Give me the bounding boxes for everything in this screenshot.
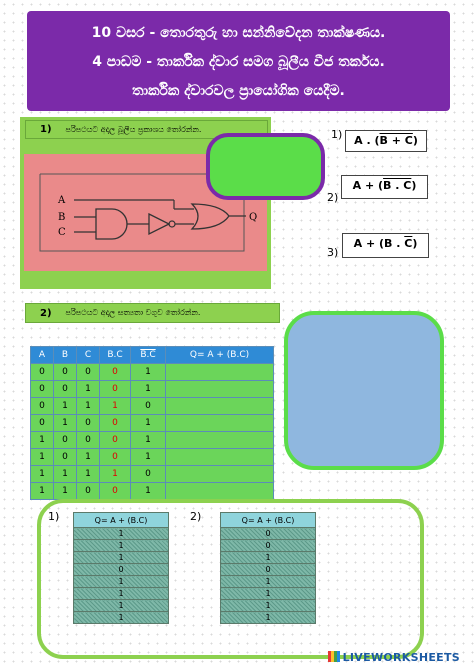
table-cell[interactable] [166,381,274,398]
table-cell: 1 [100,398,131,415]
not-gate-icon [149,214,169,234]
table-cell: 1 [31,432,54,449]
answer-value: 0 [74,564,169,576]
truth-table [30,346,274,500]
table-cell: 0 [54,364,77,381]
title-line-2: 4 පාඩම - තාර්කික ද්වාර සමග බූලීය වීජ තර්කය. [92,54,385,70]
answer2-number: 2) [190,510,202,523]
option3-box[interactable] [342,233,429,258]
answer-value: 1 [74,588,169,600]
option3-number: 3) [327,246,339,259]
table-cell[interactable] [166,432,274,449]
table-cell: 1 [54,415,77,432]
table-row [31,432,274,449]
answer-value: 1 [221,588,316,600]
answer1-number: 1) [48,510,60,523]
question1-number: 1) [40,124,52,135]
table-cell: 0 [31,381,54,398]
list-item [74,564,169,576]
table-cell: 1 [100,466,131,483]
table-cell: 0 [54,432,77,449]
table-cell: 0 [100,364,131,381]
table-cell: 0 [100,432,131,449]
list-item [221,612,316,624]
table-cell[interactable] [166,449,274,466]
option2-box[interactable] [341,175,428,199]
table-cell: 0 [77,364,100,381]
list-item [74,600,169,612]
answer-value: 1 [74,552,169,564]
table-cell: 1 [54,466,77,483]
question2-text: පරිපථයට අදාල සත්‍යතා වගුව තෝරන්න. [65,308,201,317]
answer1-header: Q= A + (B.C) [74,513,169,528]
table-row [31,381,274,398]
table-cell: 0 [77,483,100,500]
list-item [221,600,316,612]
table-cell[interactable] [166,483,274,500]
answer-value: 1 [221,576,316,588]
brand-logo[interactable] [328,651,460,664]
table-cell: 0 [31,364,54,381]
table-cell[interactable] [166,398,274,415]
answer-value: 1 [74,612,169,624]
table-cell: 0 [131,398,166,415]
table-cell: 1 [31,483,54,500]
option2-number: 2) [327,191,339,204]
table-cell: 1 [77,466,100,483]
table-cell[interactable] [166,415,274,432]
answer-value: 1 [74,600,169,612]
input-a-label: A [58,195,66,206]
list-item [221,540,316,552]
col-not-bc-header: B.C [131,347,166,364]
table-cell: 0 [100,415,131,432]
table-cell: 0 [54,449,77,466]
input-b-label: B [58,212,66,223]
or-gate-icon [192,204,229,229]
answer-drop-zone-2[interactable] [284,311,444,470]
list-item [74,552,169,564]
table-cell: 0 [100,381,131,398]
list-item [221,564,316,576]
question1-text: පරිපථයට අදාල බූලීය ප්‍රකාශය තෝරන්න. [65,124,202,134]
answer-value: 1 [221,552,316,564]
option1-expression: A . (B + C) [354,134,418,147]
table-row [31,398,274,415]
list-item [221,588,316,600]
col-b-header: B [54,347,77,364]
table-cell: 1 [131,381,166,398]
table-cell: 0 [77,432,100,449]
col-c-header: C [77,347,100,364]
table-cell: 1 [131,449,166,466]
liveworksheets-icon [328,651,340,662]
question2-number: 2) [40,307,52,319]
option1-number: 1) [331,128,343,141]
answer-value: 1 [74,528,169,540]
question2-bar [25,303,280,323]
answer-value: 0 [221,540,316,552]
table-cell: 1 [131,483,166,500]
title-banner [27,11,450,111]
and-gate-icon [96,209,127,239]
table-row [31,466,274,483]
list-item [74,588,169,600]
answer-value: 1 [74,540,169,552]
table-cell: 1 [31,449,54,466]
option3-expression: A + (B . $\overline{C}$) [353,237,418,250]
table-cell: 0 [31,398,54,415]
table-cell: 0 [77,415,100,432]
col-bc-header: B.C [100,347,131,364]
list-item [221,576,316,588]
answer-value: 1 [221,600,316,612]
table-cell: 0 [100,449,131,466]
table-cell: 1 [77,398,100,415]
table-cell: 1 [131,432,166,449]
table-cell[interactable] [166,364,274,381]
option2-expression: A + (B . C) [352,179,417,192]
table-cell: 0 [131,466,166,483]
option1-box[interactable] [345,130,427,152]
list-item [221,528,316,540]
list-item [221,552,316,564]
table-cell: 1 [54,398,77,415]
title-line-3: තාර්කික ද්වාරවල ප්‍රායෝගික යෙදීම. [132,83,345,99]
answer-value: 1 [221,612,316,624]
answer-value: 0 [221,564,316,576]
table-cell: 1 [131,364,166,381]
list-item [74,528,169,540]
list-item [74,612,169,624]
answer-drop-zone-1[interactable] [206,133,325,200]
answer1-table[interactable] [73,512,169,624]
table-row [31,483,274,500]
table-row [31,364,274,381]
output-q-label: Q [249,212,258,223]
table-cell: 1 [77,449,100,466]
answer-value: 1 [74,576,169,588]
answer2-table[interactable] [220,512,316,624]
answer-value: 0 [221,528,316,540]
table-cell: 0 [100,483,131,500]
input-c-label: C [58,227,66,238]
list-item [74,576,169,588]
table-cell: 0 [31,415,54,432]
col-a-header: A [31,347,54,364]
table-cell[interactable] [166,466,274,483]
title-line-1: 10 වසර - තොරතුරු හා සන්නිවේදන තාක්ෂණය. [91,25,386,41]
table-cell: 1 [131,415,166,432]
table-cell: 0 [54,381,77,398]
brand-text: LIVEWORKSHEETS [342,651,460,664]
table-row [31,449,274,466]
table-row [31,415,274,432]
list-item [74,540,169,552]
table-cell: 1 [77,381,100,398]
table-cell: 1 [31,466,54,483]
table-cell: 1 [54,483,77,500]
col-q-header: Q= A + (B.C) [166,347,274,364]
answer2-header: Q= A + (B.C) [221,513,316,528]
